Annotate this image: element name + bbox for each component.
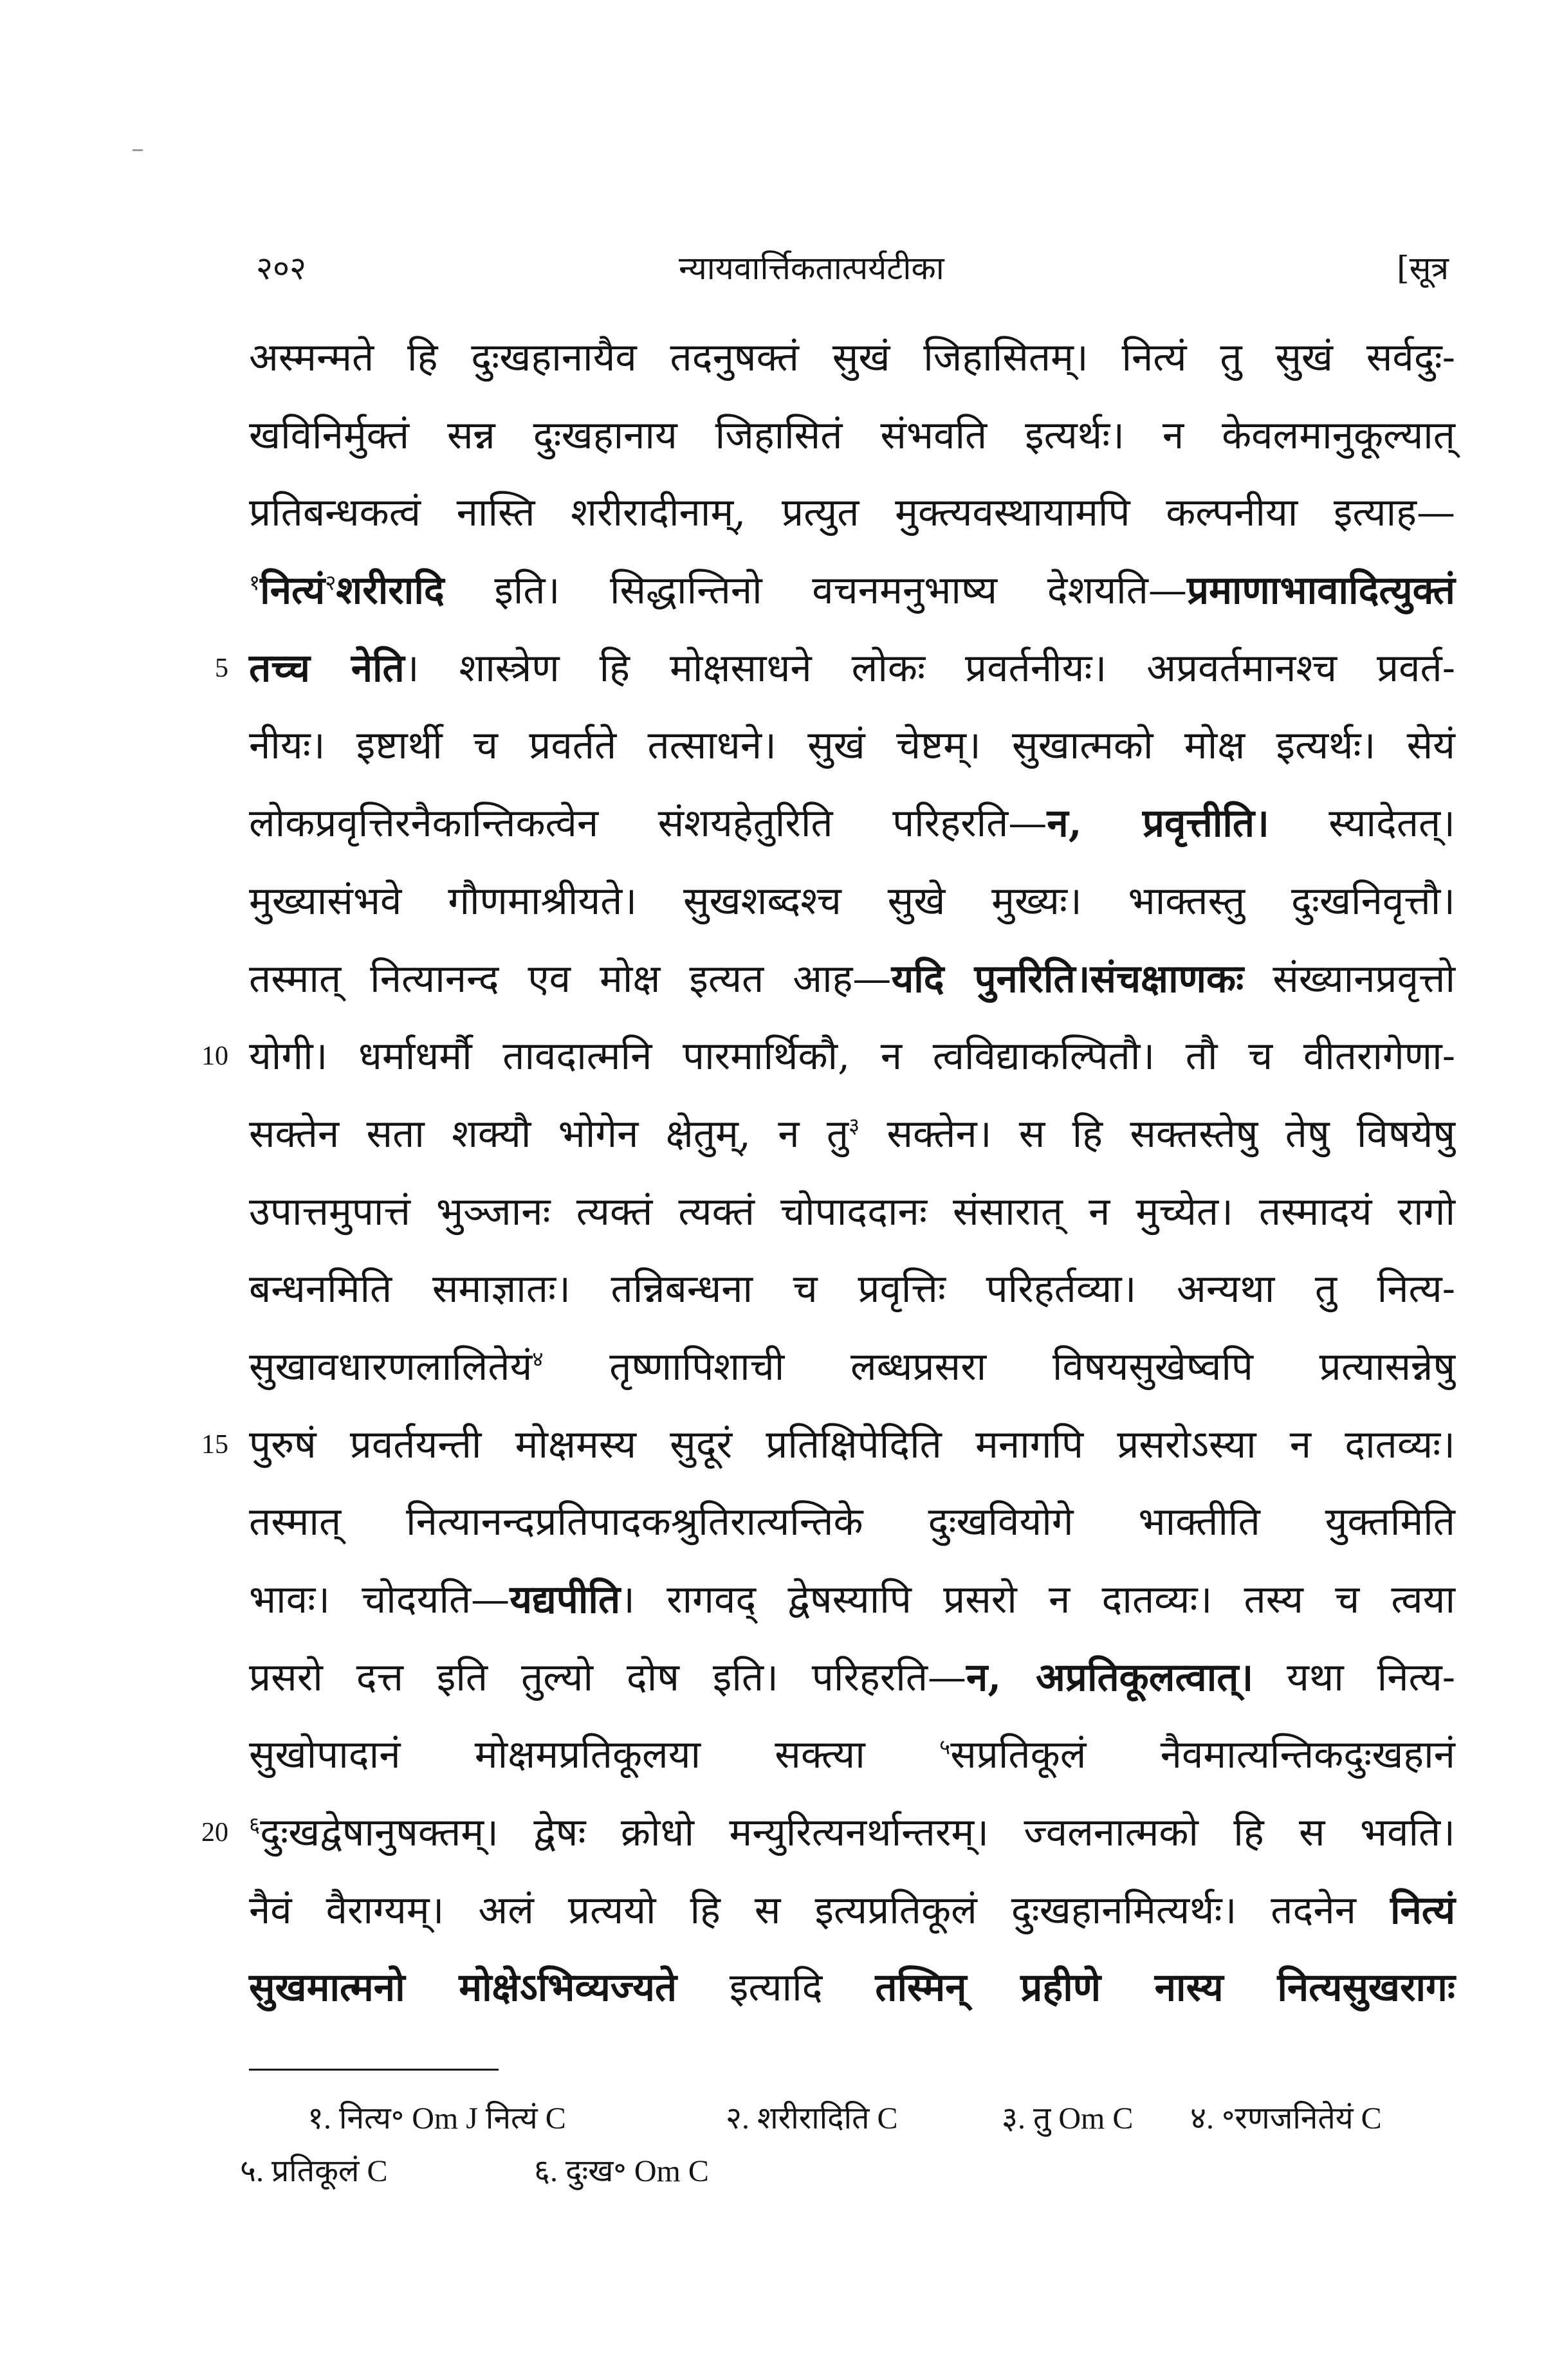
text-line-15 <box>201 1406 1455 1484</box>
text-line-1 <box>249 319 1455 397</box>
text-run: सक्तेन सता शक्यौ भोगेन क्षेतुम्, न तु <box>249 1111 849 1157</box>
text-run: तृष्णापिशाची लब्धप्रसरा विषयसुखेष्वपि प्रत्यासन्नेषु <box>543 1344 1455 1389</box>
footnote-3: ३. तु Om C <box>1002 2101 1134 2136</box>
text-line-16 <box>249 1483 1455 1561</box>
text-run: भावः। चोदयति— <box>249 1577 510 1622</box>
text-line-22 <box>249 1949 1455 2027</box>
line-number: 20 <box>201 1818 228 1848</box>
text-line-17 <box>249 1561 1455 1639</box>
text-line-4 <box>249 552 1455 630</box>
text-line-13 <box>249 1250 1455 1328</box>
text-line-2 <box>249 397 1455 475</box>
text-line-21 <box>249 1872 1455 1950</box>
bold-term: न, प्रवृत्तीति। <box>1047 801 1269 847</box>
text-run: सप्रतिकूलं नैवमात्यन्तिकदुःखहानं <box>950 1732 1455 1778</box>
text-run: इति। सिद्धान्तिनो वचनमनुभाष्य देशयति— <box>444 568 1187 614</box>
bold-term: यदि पुनरिति।संचक्षाणकः <box>891 956 1244 1002</box>
text-run: । शास्त्रेण हि मोक्षसाधने लोकः प्रवर्तनीयः। अप्रवर्तमानश्च प्रवर्त- <box>404 645 1455 691</box>
text-line-14 <box>249 1328 1455 1406</box>
line-number: 15 <box>201 1429 228 1460</box>
footnote-5: ५. प्रतिकूलं C <box>240 2154 388 2188</box>
bold-term: तस्मिन् प्रहीणे नास्य नित्यसुखरागः <box>875 1965 1455 2011</box>
text-run: तस्मात् नित्यानन्द एव मोक्ष इत्यत आह— <box>249 956 892 1002</box>
text-line-11 <box>249 1095 1455 1173</box>
text-line-9 <box>249 940 1455 1018</box>
footnote-marker: ३ <box>849 1113 860 1139</box>
bold-term: नित्यं <box>1390 1887 1455 1933</box>
text-run: बन्धनमिति समाज्ञातः। तन्निबन्धना च प्रवृत्तिः परिहर्तव्या। अन्यथा तु नित्य- <box>249 1267 1455 1312</box>
text-run: इत्यादि <box>677 1965 876 2011</box>
text-run: योगी। धर्माधर्मौ तावदात्मनि पारमार्थिकौ, न त्वविद्याकल्पितौ। तौ च वीतरागेणा- <box>249 1034 1455 1079</box>
bold-term: यद्यपीति <box>510 1577 621 1622</box>
text-run: सुखावधारणलालितेयं <box>249 1344 533 1389</box>
footnote-marker: ५ <box>939 1734 951 1759</box>
text-run: सुखोपादानं मोक्षमप्रतिकूलया सक्त्या <box>249 1732 940 1778</box>
page-number: २०२ <box>256 250 306 287</box>
bold-term: नित्यं <box>260 568 326 614</box>
text-run: प्रतिबन्धकत्वं नास्ति शरीरादीनाम्, प्रत्युत मुक्त्यवस्थायामपि कल्पनीया इत्याह— <box>249 490 1455 536</box>
text-line-19 <box>249 1716 1455 1794</box>
bold-term: प्रमाणाभावादित्युक्तं <box>1186 568 1455 614</box>
text-run: संख्यानप्रवृत्तो <box>1244 956 1455 1002</box>
footnote-1: १. नित्य॰ Om J नित्यं C <box>308 2101 566 2136</box>
text-line-7 <box>249 785 1455 863</box>
line-number: 10 <box>201 1041 228 1072</box>
bold-term: सुखमात्मनो मोक्षेऽभिव्यज्यते <box>249 1965 677 2011</box>
footnote-2: २. शरीरादिति C <box>726 2101 898 2136</box>
footnote-rule <box>249 2069 499 2071</box>
text-run: सक्तेन। स हि सक्तस्तेषु तेषु विषयेषु <box>859 1111 1455 1157</box>
footnote-marker: ६ <box>249 1811 261 1837</box>
text-run: लोकप्रवृत्तिरनैकान्तिकत्वेन संशयहेतुरिति परिहरति— <box>249 801 1047 847</box>
text-run: दुःखद्वेषानुषक्तम्। द्वेषः क्रोधो मन्युरित्यनर्थान्तरम्। ज्वलनात्मको हि स भवति। <box>260 1810 1455 1856</box>
scan-mark <box>133 149 143 151</box>
footnote-4: ४. ॰रणजनितेयं C <box>1190 2101 1382 2136</box>
running-title: न्यायवार्त्तिकतात्पर्यटीका <box>679 250 944 287</box>
text-run: नीयः। इष्टार्थी च प्रवर्तते तत्साधने। सुखं चेष्टम्। सुखात्मको मोक्ष इत्यर्थः। सेयं <box>249 723 1455 769</box>
text-run: नैवं वैराग्यम्। अलं प्रत्ययो हि स इत्यप्रतिकूलं दुःखहानमित्यर्थः। तदनेन <box>249 1887 1390 1933</box>
body-text <box>201 319 1455 2027</box>
section-label: [सूत्र <box>1397 250 1449 287</box>
text-line-5 <box>215 630 1455 708</box>
text-line-8 <box>249 863 1455 940</box>
text-run: खविनिर्मुक्तं सन्न दुःखहानाय जिहासितं संभवति इत्यर्थः। न केवलमानुकूल्यात् <box>249 412 1455 458</box>
bold-term: तच्च नेति <box>249 645 405 691</box>
text-run: तस्मात् नित्यानन्दप्रतिपादकश्रुतिरात्यन्तिके दुःखवियोगे भाक्तीति युक्तमिति <box>249 1499 1455 1545</box>
text-run: उपात्तमुपात्तं भुञ्जानः त्यक्तं त्यक्तं चोपाददानः संसारात् न मुच्येत। तस्मादयं रागो <box>249 1189 1455 1234</box>
bold-term: न, अप्रतिकूलत्वात्। <box>966 1654 1254 1700</box>
text-run: स्यादेतत्। <box>1269 801 1455 847</box>
line-number: 5 <box>215 653 228 683</box>
footnote-marker: २ <box>325 569 336 595</box>
text-line-6 <box>249 707 1455 785</box>
text-run: पुरुषं प्रवर्तयन्ती मोक्षमस्य सुदूरं प्रतिक्षिपेदिति मनागपि प्रसरोऽस्या न दातव्यः। <box>249 1422 1455 1467</box>
text-run: यथा नित्य- <box>1253 1654 1455 1700</box>
text-line-3 <box>249 474 1455 552</box>
footnote-marker: १ <box>249 569 261 595</box>
text-run: मुख्यासंभवे गौणमाश्रीयते। सुखशब्दश्च सुखे मुख्यः। भाक्तस्तु दुःखनिवृत्तौ। <box>249 878 1455 924</box>
text-line-12 <box>249 1173 1455 1251</box>
text-line-20 <box>201 1794 1455 1872</box>
text-line-10 <box>201 1018 1455 1095</box>
text-run: । रागवद् द्वेषस्यापि प्रसरो न दातव्यः। तस्य च त्वया <box>620 1577 1455 1622</box>
footnote-marker: ४ <box>532 1346 544 1371</box>
text-line-18 <box>249 1639 1455 1717</box>
text-run: अस्मन्मते हि दुःखहानायैव तदनुषक्तं सुखं जिहासितम्। नित्यं तु सुखं सर्वदुः- <box>249 335 1455 380</box>
footnote-6: ६. दुःख॰ Om C <box>534 2154 709 2188</box>
bold-term: शरीरादि <box>336 568 445 614</box>
text-run: प्रसरो दत्त इति तुल्यो दोष इति। परिहरति— <box>249 1654 967 1700</box>
